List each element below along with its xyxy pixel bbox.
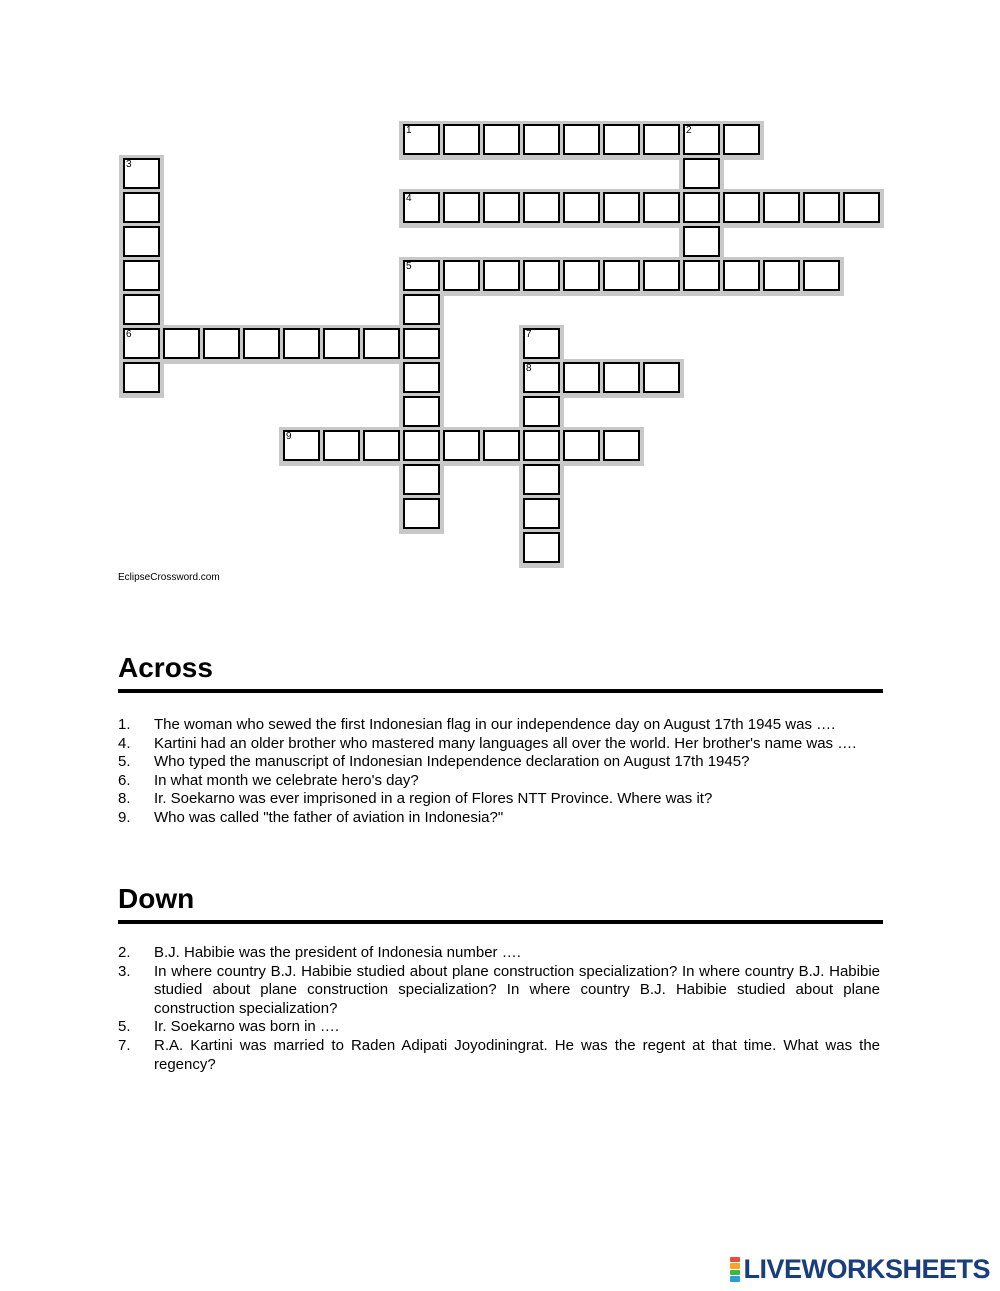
crossword-cell[interactable] [483,192,520,223]
crossword-cell[interactable] [523,464,560,495]
crossword-cell[interactable] [323,430,360,461]
clue-text: The woman who sewed the first Indonesian flag in our independence day on August 17th 1945 was …. [154,716,836,733]
crossword-cell[interactable] [523,328,560,359]
crossword-cell[interactable] [643,192,680,223]
clue-text: In what month we celebrate hero's day? [154,771,419,789]
clue-text: In where country B.J. Habibie studied about plane construction specialization? In where country B.J. Habibie studied about plane construction specialization? In where country B.J. Habibie studied about plane construction specialization? [154,962,880,1017]
clue-number: 2. [118,944,131,961]
clue-text: Ir. Soekarno was ever imprisoned in a region of Flores NTT Province. Where was it? [154,790,713,808]
cell-number: 6 [126,329,132,340]
crossword-cell[interactable] [803,260,840,291]
cell-number: 3 [126,159,132,170]
liveworksheets-logo [730,1255,990,1283]
crossword-cell[interactable] [403,124,440,155]
clue-number: 3. [118,962,131,980]
down-clue-list [118,944,880,1074]
cell-number: 9 [286,431,292,442]
across-clue-list [118,716,880,828]
down-clue [118,963,880,1019]
crossword-cell[interactable] [563,192,600,223]
across-clue [118,790,880,809]
crossword-cell[interactable] [123,362,160,393]
crossword-cell[interactable] [683,124,720,155]
crossword-cell[interactable] [163,328,200,359]
cell-number: 8 [526,363,532,374]
clue-text: B.J. Habibie was the president of Indonesia number …. [154,944,521,961]
crossword-cell[interactable] [763,192,800,223]
crossword-cell[interactable] [363,328,400,359]
crossword-cell[interactable] [123,192,160,223]
liveworksheets-logo-text: LIVEWORKSHEETS [743,1253,990,1284]
crossword-cell[interactable] [123,294,160,325]
crossword-cell[interactable] [843,192,880,223]
clue-number: 9. [118,808,131,826]
across-clue [118,772,880,791]
crossword-credit: EclipseCrossword.com [118,572,220,583]
clue-text: Kartini had an older brother who mastered many languages all over the world. Her brother's name was …. [154,734,857,752]
crossword-cell[interactable] [403,464,440,495]
crossword-cell[interactable] [563,430,600,461]
crossword-cell[interactable] [603,124,640,155]
down-heading: Down [118,883,195,914]
down-divider [118,920,883,924]
clue-number: 5. [118,753,131,771]
across-clue [118,716,880,735]
across-clue [118,735,880,754]
crossword-grid [0,0,1000,600]
crossword-cell[interactable] [643,260,680,291]
crossword-cell[interactable] [723,192,760,223]
crossword-cell[interactable] [523,498,560,529]
down-clue [118,1037,880,1074]
clue-number: 4. [118,734,131,752]
crossword-cell[interactable] [643,362,680,393]
crossword-cell[interactable] [483,124,520,155]
crossword-cell[interactable] [283,430,320,461]
cell-number: 7 [526,329,532,340]
clue-number: 1. [118,716,131,733]
clue-number: 8. [118,790,131,808]
clue-text: Who was called "the father of aviation in Indonesia?" [154,808,504,826]
crossword-cell[interactable] [643,124,680,155]
crossword-cell[interactable] [723,260,760,291]
crossword-cell[interactable] [523,260,560,291]
crossword-cell[interactable] [443,430,480,461]
crossword-cell[interactable] [563,260,600,291]
crossword-cell[interactable] [443,260,480,291]
down-clue [118,944,880,963]
cell-number: 5 [406,261,412,272]
crossword-cell[interactable] [403,294,440,325]
crossword-cell[interactable] [403,430,440,461]
clue-number: 7. [118,1036,131,1054]
crossword-cell[interactable] [723,124,760,155]
clue-text: Ir. Soekarno was born in …. [154,1018,340,1036]
crossword-cell[interactable] [683,260,720,291]
crossword-cell[interactable] [123,226,160,257]
crossword-cell[interactable] [603,260,640,291]
across-divider [118,689,883,693]
crossword-cell[interactable] [523,430,560,461]
crossword-cell[interactable] [243,328,280,359]
crossword-cell[interactable] [523,532,560,563]
clue-number: 6. [118,771,131,789]
crossword-cell[interactable] [523,124,560,155]
cell-number: 2 [686,125,692,136]
crossword-cell[interactable] [403,260,440,291]
liveworksheets-logo-icon [730,1256,740,1282]
crossword-cell[interactable] [443,124,480,155]
crossword-cell[interactable] [603,430,640,461]
crossword-cell[interactable] [563,362,600,393]
crossword-cell[interactable] [123,158,160,189]
across-heading: Across [118,652,213,683]
crossword-cell[interactable] [323,328,360,359]
across-clue [118,753,880,772]
crossword-cell[interactable] [603,362,640,393]
crossword-cell[interactable] [523,192,560,223]
crossword-cell[interactable] [283,328,320,359]
clue-text: R.A. Kartini was married to Raden Adipati Joyodiningrat. He was the regent at that time. What was the regency? [154,1036,880,1073]
crossword-cell[interactable] [123,328,160,359]
crossword-cell[interactable] [683,226,720,257]
crossword-cell[interactable] [483,260,520,291]
down-clue [118,1018,880,1037]
crossword-cell[interactable] [523,362,560,393]
crossword-cell[interactable] [683,192,720,223]
crossword-cell[interactable] [203,328,240,359]
across-clue [118,809,880,828]
crossword-cell[interactable] [563,124,600,155]
crossword-cell[interactable] [763,260,800,291]
crossword-cell[interactable] [403,498,440,529]
crossword-cell[interactable] [443,192,480,223]
crossword-cell[interactable] [403,328,440,359]
clue-text: Who typed the manuscript of Indonesian Independence declaration on August 17th 1945? [154,753,750,771]
crossword-cell[interactable] [123,260,160,291]
crossword-cell[interactable] [403,192,440,223]
crossword-cell[interactable] [683,158,720,189]
crossword-cell[interactable] [363,430,400,461]
crossword-cell[interactable] [403,362,440,393]
cell-number: 1 [406,125,412,136]
crossword-cell[interactable] [483,430,520,461]
crossword-cell[interactable] [403,396,440,427]
crossword-cell[interactable] [603,192,640,223]
clue-number: 5. [118,1018,131,1036]
crossword-cell[interactable] [523,396,560,427]
cell-number: 4 [406,193,412,204]
crossword-cell[interactable] [803,192,840,223]
